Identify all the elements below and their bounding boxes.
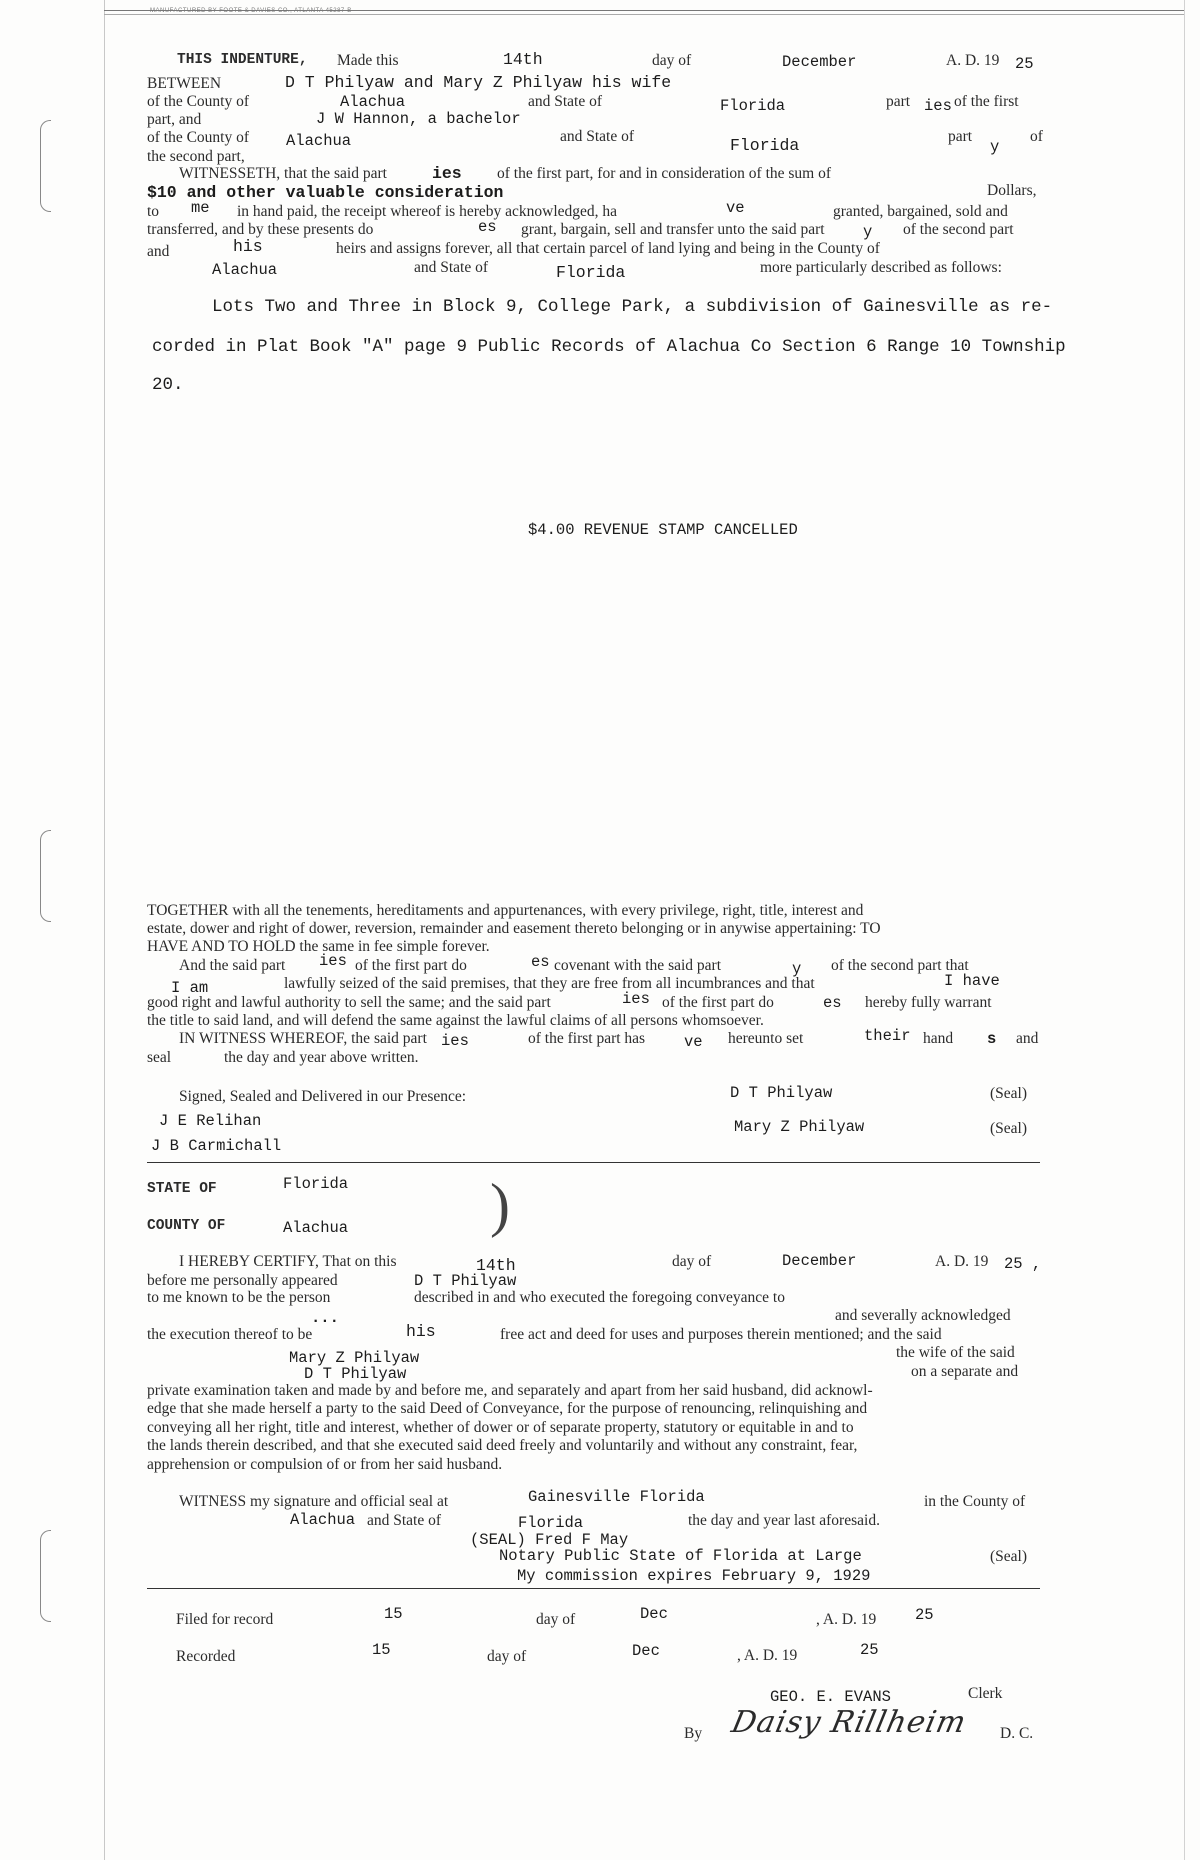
dc-label: D. C. [1000, 1725, 1034, 1742]
by-label: By [684, 1725, 703, 1742]
part-label: part [948, 128, 973, 145]
state-of-label: STATE OF [147, 1181, 217, 1197]
seal-mark-2: (Seal) [990, 1120, 1028, 1137]
second-part-label: the second part, [147, 148, 245, 165]
heirs-pronoun: his [233, 237, 263, 256]
filed-month: Dec [640, 1605, 668, 1623]
ad-label: , A. D. 19 [816, 1611, 877, 1628]
party-suffix: ies [319, 952, 347, 970]
witnesseth-clause: WITNESSETH, that the said part [179, 165, 387, 182]
made-this-label: Made this [337, 52, 399, 69]
verb-suffix: ve [726, 199, 745, 217]
hand-pronoun: their [864, 1027, 911, 1045]
covenant-clause: covenant with the said part [554, 957, 722, 974]
state-label: and State of [367, 1512, 442, 1529]
verb-suffix: es [531, 953, 550, 971]
ack-person: D T Philyaw [414, 1272, 517, 1290]
separate-clause: on a separate and [911, 1363, 1019, 1380]
together-clause-line-2: estate, dower and right of dower, reversion, remainder and easement thereto belonging or in anywise appertaining: TO [147, 920, 881, 937]
witness-clause: and [1016, 1030, 1039, 1047]
covenant-clause: good right and lawful authority to sell the same; and the said part [147, 994, 551, 1011]
deed-day: 14th [503, 50, 543, 69]
filed-day: 15 [384, 1605, 403, 1623]
free-act-clause: free act and deed for uses and purposes therein mentioned; and the said [500, 1326, 942, 1343]
ellipsis-mark: ... [311, 1309, 339, 1327]
grantor-county: Alachua [340, 93, 406, 111]
granted-label: granted, bargained, sold and [833, 203, 1008, 220]
described-clause: described in and who executed the foregoing conveyance to [414, 1289, 785, 1306]
county-label: of the County of [147, 93, 250, 110]
witness-clause: the day and year above written. [224, 1049, 419, 1066]
section-divider [147, 1588, 1040, 1589]
together-clause-line-1: TOGETHER with all the tenements, hereditaments and appurtenances, with every privilege, right, title, interest and [147, 902, 864, 919]
described-label: more particularly described as follows: [760, 259, 1002, 276]
party-suffix: y [990, 138, 1000, 156]
verb-suffix: ve [684, 1033, 703, 1051]
binder-hole-mark [40, 120, 51, 212]
verb-suffix: es [478, 218, 497, 236]
ack-state: Florida [283, 1175, 349, 1193]
ad-label: , A. D. 19 [737, 1647, 798, 1664]
and-label: and [147, 243, 170, 260]
margin-rule-right [1184, 0, 1185, 1860]
ad-label: A. D. 19 [946, 52, 1000, 69]
party-suffix: ies [622, 990, 650, 1008]
witness-signature-2: J B Carmichall [151, 1137, 282, 1155]
in-county-label: in the County of [924, 1493, 1026, 1510]
clerk-name: GEO. E. EVANS [770, 1688, 891, 1706]
witness-clause: hand [923, 1030, 954, 1047]
second-part-label: of the second part [903, 221, 1014, 238]
recorded-month: Dec [632, 1642, 660, 1660]
ack-county: Alachua [283, 1219, 349, 1237]
covenant-clause: And the said part [179, 957, 286, 974]
wife-name: Mary Z Philyaw [289, 1349, 420, 1367]
party-suffix: ies [432, 164, 462, 183]
to-label: to [147, 203, 160, 220]
legal-description-line-1: Lots Two and Three in Block 9, College Park, a subdivision of Gainesville as re- [212, 297, 1053, 317]
grantor-names: D T Philyaw and Mary Z Philyaw his wife [285, 73, 672, 92]
notary-commission: My commission expires February 9, 1929 [517, 1567, 871, 1585]
covenant-clause: the title to said land, and will defend the same against the lawful claims of all persons whomsoever. [147, 1012, 764, 1029]
legal-description-line-3: 20. [152, 375, 184, 395]
party-suffix: ies [924, 97, 952, 115]
covenant-clause: hereby fully warrant [865, 994, 992, 1011]
execution-clause: the execution thereof to be [147, 1326, 313, 1343]
plural-suffix: s [987, 1030, 997, 1048]
notary-name: (SEAL) Fred F May [470, 1531, 629, 1549]
verb-suffix: es [823, 994, 842, 1012]
examination-clause-line-2: edge that she made herself a party to the said Deed of Conveyance, for the purpose of renouncing, relinquishing and [147, 1400, 868, 1417]
covenant-clause: of the second part that [831, 957, 969, 974]
witness-signature-clause: WITNESS my signature and official seal at [179, 1493, 449, 1510]
recorded-year: 25 [860, 1641, 879, 1659]
dollars-label: Dollars, [987, 182, 1037, 199]
notary-title: Notary Public State of Florida at Large [499, 1547, 862, 1565]
covenant-clause: of the first part do [662, 994, 774, 1011]
party-suffix: y [792, 960, 802, 978]
section-divider [147, 1162, 1040, 1163]
witness-clause: hereunto set [728, 1030, 804, 1047]
state-label: and State of [414, 259, 489, 276]
ack-place: Gainesville Florida [528, 1488, 705, 1506]
deed-year: 25 [1015, 55, 1034, 73]
acknowledged-clause: and severally acknowledged [835, 1307, 1011, 1324]
brace-mark: ) [490, 1172, 510, 1238]
grantee-name: J W Hannon, a bachelor [316, 110, 521, 128]
margin-rule-left [104, 0, 105, 1860]
land-state: Florida [556, 263, 626, 282]
seal-mark-1: (Seal) [990, 1085, 1028, 1102]
ad-label: A. D. 19 [935, 1253, 989, 1270]
heirs-clause: heirs and assigns forever, all that certain parcel of land lying and being in the County of [336, 240, 880, 257]
examination-clause-line-5: apprehension or compulsion of or from her said husband. [147, 1456, 503, 1473]
free-act-pronoun: his [406, 1322, 436, 1341]
recorded-day: 15 [372, 1641, 391, 1659]
grantee-state: Florida [730, 136, 800, 155]
day-of-label: day of [536, 1611, 576, 1628]
recorded-label: Recorded [176, 1648, 236, 1665]
wife-of-clause: the wife of the said [896, 1344, 1015, 1361]
state-label: and State of [560, 128, 635, 145]
authority-pronoun: I have [944, 972, 1000, 990]
witness-signature-1: J E Relihan [159, 1112, 262, 1130]
county-of-label: COUNTY OF [147, 1218, 226, 1234]
ack-month: December [782, 1252, 857, 1270]
covenant-clause: of the first part do [355, 957, 467, 974]
grant-clause: grant, bargain, sell and transfer unto the said part [521, 221, 825, 238]
witness-clause: of the first part has [528, 1030, 646, 1047]
revenue-stamp-note: $4.00 REVENUE STAMP CANCELLED [528, 521, 798, 539]
county-label: of the County of [147, 129, 250, 146]
deed-month: December [782, 53, 857, 71]
seized-pronoun: I am [171, 979, 209, 997]
witness-clause: IN WITNESS WHEREOF, the said part [179, 1030, 427, 1047]
covenant-clause: lawfully seized of the said premises, that they are free from all incumbrances and that [284, 975, 815, 992]
last-aforesaid-clause: the day and year last aforesaid. [688, 1512, 880, 1529]
examination-clause-line-1: private examination taken and made by and before me, and separately and apart from her said husband, did acknowl- [147, 1382, 873, 1399]
examination-clause-line-3: conveying all her right, title and interest, whether of dower or of separate property, statutory or equitable in and to [147, 1419, 854, 1436]
together-clause-line-3: HAVE AND TO HOLD the same in fee simple forever. [147, 938, 490, 955]
of-label: of [1030, 128, 1043, 145]
manufacturer-imprint: MANUFACTURED BY FOOTE & DAVIES CO., ATLANTA 45287-B [150, 8, 352, 14]
clerk-label: Clerk [968, 1685, 1003, 1702]
party-suffix: ies [441, 1032, 469, 1050]
grantor-state: Florida [720, 97, 786, 115]
day-of-label: day of [672, 1253, 712, 1270]
transfer-clause: transferred, and by these presents do [147, 221, 374, 238]
ack-day: 14th [476, 1256, 516, 1275]
grantor-signature-2: Mary Z Philyaw [734, 1118, 865, 1136]
consideration-label: of the first part, for and in consideration of the sum of [497, 165, 832, 182]
deputy-signature: Daisy Rillheim [728, 1705, 970, 1740]
ack-year: 25 , [1004, 1255, 1042, 1273]
ack-county-2: Alachua [290, 1511, 356, 1529]
binder-hole-mark [40, 1530, 51, 1622]
ack-state-2: Florida [518, 1514, 584, 1532]
consideration-amount: $10 and other valuable consideration [147, 183, 504, 202]
between-label: BETWEEN [147, 75, 222, 92]
seal-label: seal [147, 1049, 172, 1066]
land-county: Alachua [212, 261, 278, 279]
filed-year: 25 [915, 1606, 934, 1624]
party-suffix: y [863, 223, 873, 241]
certify-clause: I HEREBY CERTIFY, That on this [179, 1253, 397, 1270]
appeared-clause: before me personally appeared [147, 1272, 338, 1289]
of-first-label: of the first [954, 93, 1019, 110]
receipt-clause: in hand paid, the receipt whereof is hereby acknowledged, ha [237, 203, 618, 220]
legal-description-line-2: corded in Plat Book "A" page 9 Public Records of Alachua Co Section 6 Range 10 Township [152, 337, 1066, 357]
husband-name: D T Philyaw [304, 1365, 407, 1383]
to-whom: me [191, 199, 210, 217]
top-rule-secondary [104, 14, 1184, 15]
state-label: and State of [528, 93, 603, 110]
part-label: part [886, 93, 911, 110]
day-of-label: day of [652, 52, 692, 69]
day-of-label: day of [487, 1648, 527, 1665]
known-clause: to me known to be the person [147, 1289, 331, 1306]
examination-clause-line-4: the lands therein described, and that she executed said deed freely and voluntarily and without any constraint, fear, [147, 1437, 858, 1454]
indenture-heading: THIS INDENTURE, [177, 52, 308, 68]
part-and-label: part, and [147, 111, 202, 128]
notary-seal-mark: (Seal) [990, 1548, 1028, 1565]
binder-hole-mark [40, 830, 51, 922]
presence-label: Signed, Sealed and Delivered in our Presence: [179, 1088, 467, 1105]
grantee-county: Alachua [286, 132, 352, 150]
filed-label: Filed for record [176, 1611, 274, 1628]
grantor-signature-1: D T Philyaw [730, 1084, 833, 1102]
